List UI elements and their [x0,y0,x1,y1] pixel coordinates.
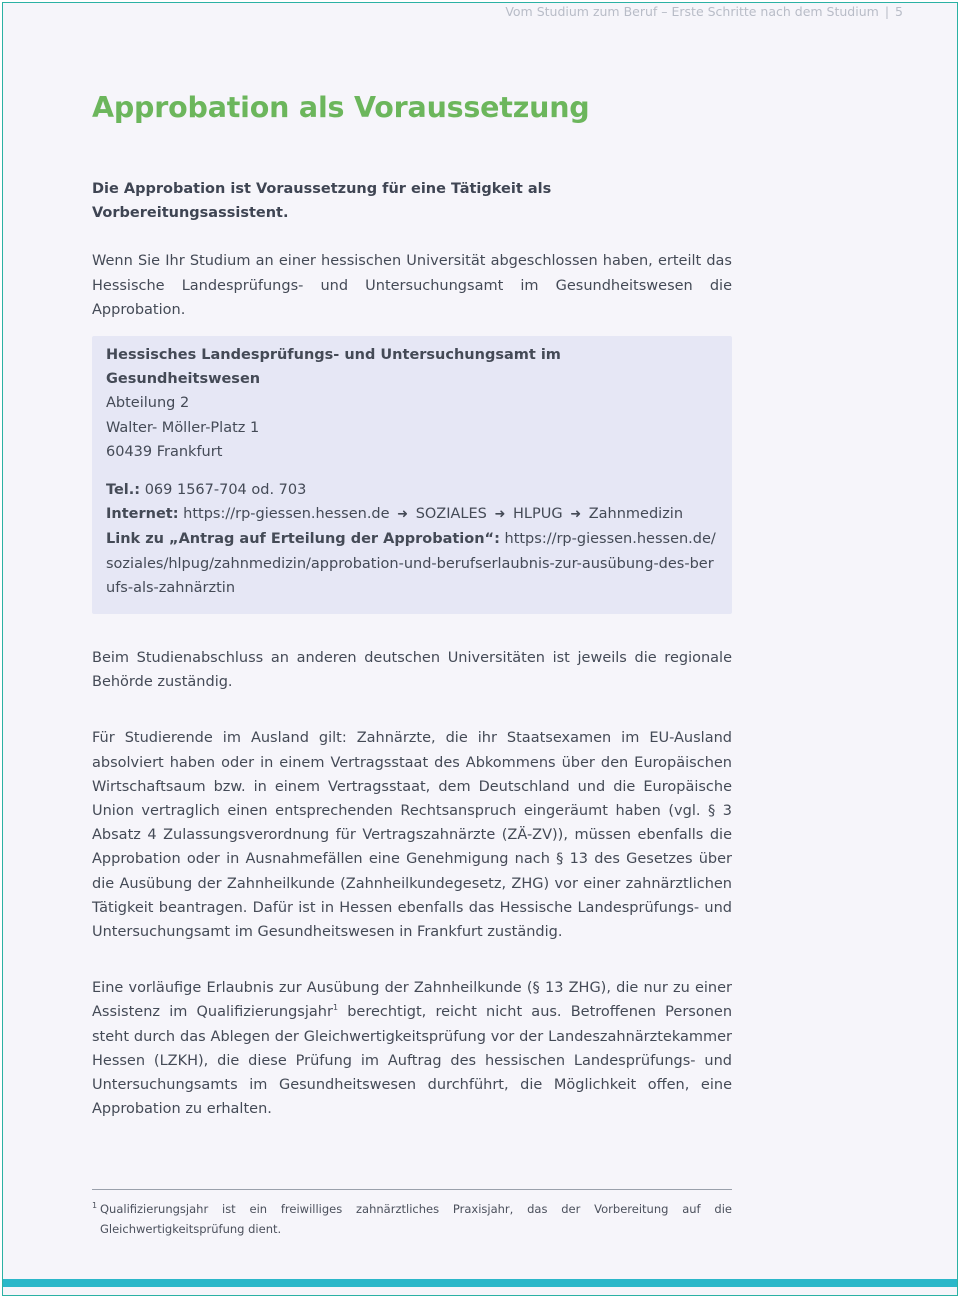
nav-path-zahnmedizin: Zahnmedizin [588,506,684,523]
footnote [92,1199,732,1239]
infobox-internet [106,502,718,527]
intro-paragraph: Wenn Sie Ihr Studium an einer hessischen Universität abgeschlossen haben, erteilt das Hessische Landesprüfungs- und Untersuchungsamt im Gesundheitswesen die Approbation. [92,253,732,318]
internet-link[interactable]: https://rp-giessen.hessen.de [183,506,390,523]
infobox-application-link [106,527,718,600]
page [2,2,958,1296]
footnote-number: 1 [92,1201,98,1210]
main-content [92,177,732,1122]
footnote-divider [92,1189,732,1190]
page-title: Approbation als Voraussetzung [92,91,590,124]
application-link-label: Link zu „Antrag auf Erteilung der Approbation“: [106,531,500,548]
infobox-street: Walter- Möller-Platz 1 [106,419,260,436]
application-link[interactable]: https://rp-giessen.hessen.de/soziales/hlpug/zahnmedizin/approbation-und-berufserlaubnis-zur-ausübung-des-berufs-als-zahnärztin [106,531,716,596]
nav-path-soziales: SOZIALES [415,506,487,523]
paragraph-provisional-permit-part2: berechtigt, reicht nicht aus. Betroffenen Personen steht durch das Ablegen der Gleichwertigkeitsprüfung vor der Landeszahnärztekammer Hessen (LZKH), die diese Prüfung im Auftrag des hessischen Landesprüfungs- und Untersuchungsamts im Gesundheitswesen durchführt, die Möglichkeit offen, eine Approbation zu erhalten. [92,1004,733,1118]
phone-label: Tel.: [106,482,141,499]
footnote-reference[interactable]: 1 [332,1003,339,1013]
running-head-text: Vom Studium zum Beruf – Erste Schritte nach dem Studium [505,4,879,19]
internet-label: Internet: [106,506,179,523]
running-head [505,4,903,19]
nav-path-hlpug: HLPUG [513,506,563,523]
infobox-department: Abteilung 2 [106,395,190,412]
running-head-separator: | [884,4,890,19]
footnote-text: Qualifizierungsjahr ist ein freiwilliges zahnärztliches Praxisjahr, das der Vorbereitung auf die Gleichwertigkeitsprüfung dient. [100,1202,732,1236]
paragraph-provisional-permit [92,976,732,1121]
infobox-organization: Hessisches Landesprüfungs- und Untersuchungsamt im Gesundheitswesen [106,347,561,388]
infobox-city: 60439 Frankfurt [106,443,223,460]
infobox-phone [106,478,718,502]
arrow-right-icon: ➜ [494,507,506,523]
page-number: 5 [895,4,903,19]
arrow-right-icon: ➜ [570,507,582,523]
arrow-right-icon: ➜ [397,507,409,523]
phone-value: 069 1567-704 od. 703 [144,482,307,499]
contact-infobox [92,336,732,614]
bottom-color-band [3,1279,957,1287]
paragraph-abroad: Für Studierende im Ausland gilt: Zahnärzte, die ihr Staatsexamen im EU-Ausland absolviert haben oder in einem Vertragsstaat des Abkommens über den Europäischen Wirtschaftsaum bzw. in einem Vertragsstaat, dem Deutschland und die Europäische Union vertraglich einen entsprechenden Rechtsanspruch eingeräumt haben (vgl. § 3 Absatz 4 Zulassungsverordnung für Vertragszahnärzte (ZÄ-ZV)), müssen ebenfalls die Approbation oder in Ausnahmefällen eine Genehmigung nach § 13 des Gesetzes über die Ausübung der Zahnheilkunde (Zahnheilkundegesetz, ZHG) vor einer zahnärztlichen Tätigkeit beantragen. Dafür ist in Hessen ebenfalls das Hessische Landesprüfungs- und Untersuchungsamt im Gesundheitswesen in Frankfurt zuständig. [92,730,732,941]
lead-paragraph: Die Approbation ist Voraussetzung für eine Tätigkeit als Vorbereitungsassistent. [92,181,552,222]
paragraph-regional-authority: Beim Studienabschluss an anderen deutschen Universitäten ist jeweils die regionale Behörde zuständig. [92,650,732,691]
paragraph-provisional-permit-part1: Eine vorläufige Erlaubnis zur Ausübung der Zahnheilkunde (§ 13 ZHG), die nur zu einer Assistenz im Qualifizierungsjahr [92,980,732,1021]
